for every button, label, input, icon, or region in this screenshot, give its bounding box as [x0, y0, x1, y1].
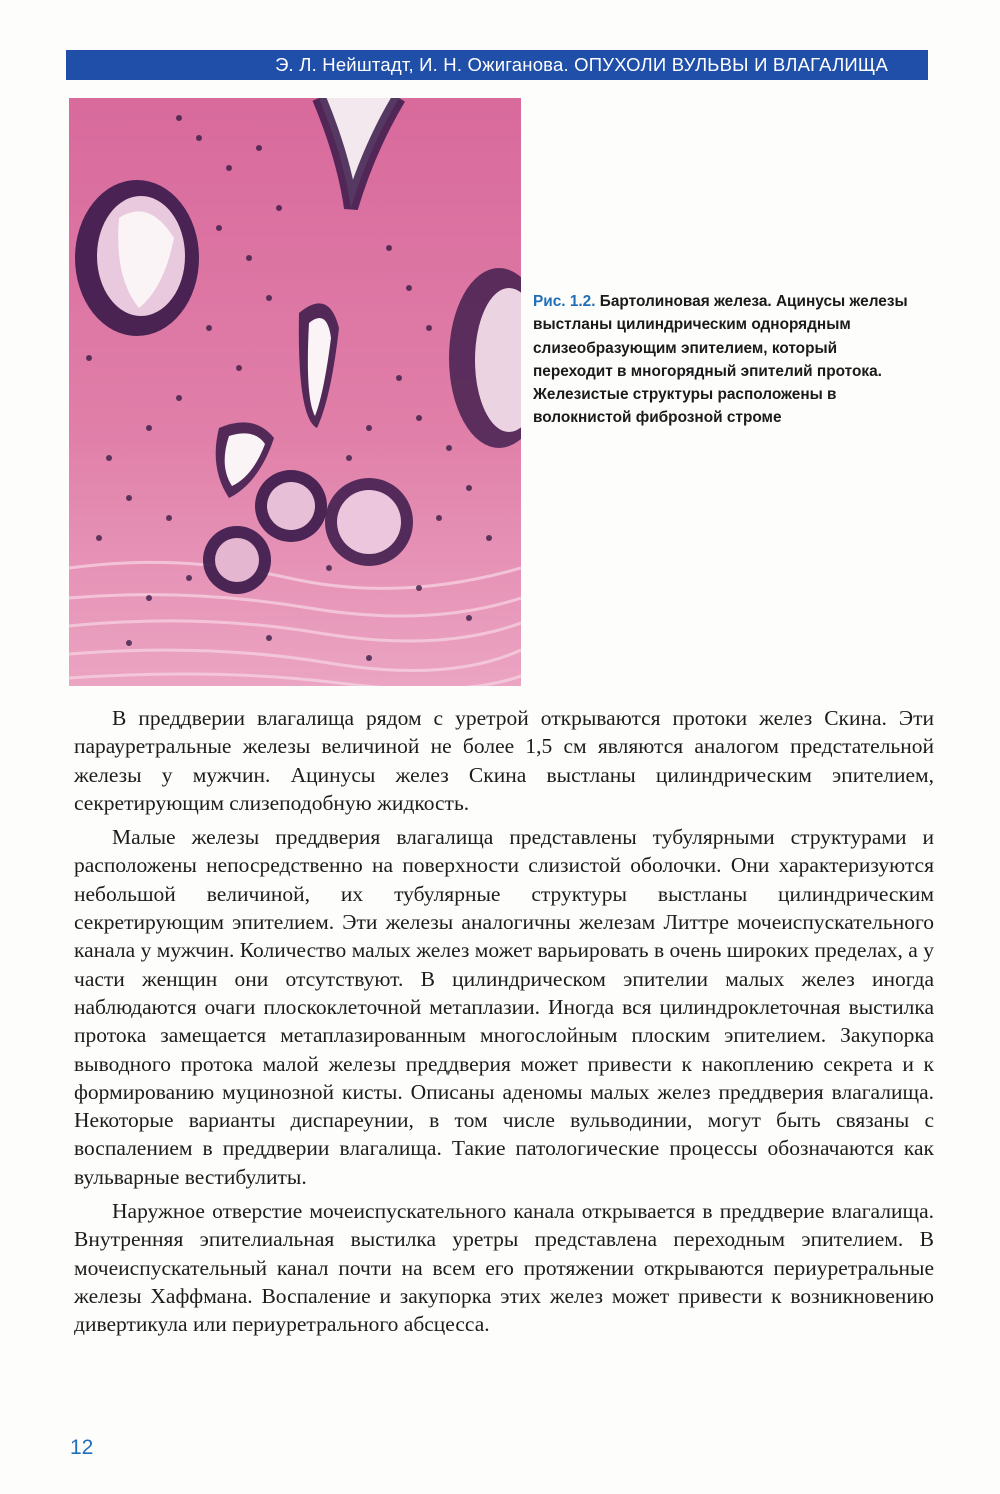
histology-figure — [69, 98, 521, 686]
paragraph: В преддверии влагалища рядом с уретрой открываются протоки желез Скина. Эти парауретральные железы величиной не более 1,5 см являются аналогом предстательной железы у мужчин. Ацинусы желез Скина выстланы цилиндрическим эпителием, секретирующим слизеподобную жидкость. — [74, 706, 934, 815]
figure-caption-text: Бартолиновая железа. Ацинусы железы выстланы цилиндрическим однорядным слизеобразующим эпителием, который переходит в многорядный эпителий протока. Железистые структуры расположены в волокнистой фиброзной строме — [533, 293, 908, 427]
running-header: Э. Л. Нейштадт, И. Н. Ожиганова. ОПУХОЛИ ВУЛЬВЫ И ВЛАГАЛИЩА — [66, 50, 928, 80]
paragraph: Малые железы преддверия влагалища представлены тубулярными структурами и расположены непосредственно на поверхности слизистой оболочки. Они характеризуются небольшой величиной, их тубулярные структуры выстланы цилиндрическим секретирующим эпителием. Эти железы аналогичны железам Литтре мочеиспускательного канала у мужчин. Количество малых желез может варьировать в очень широких пределах, а у части женщин они отсутствуют. В цилиндрическом эпителии малых желез иногда наблюдаются очаги плоскоклеточной метаплазии. Иногда вся цилиндроклеточная выстилка протока замещается метаплазированным многослойным плоским эпителием. Закупорка выводного протока малой железы преддверия может привести к накоплению секрета и к формированию муцинозной кисты. Описаны аденомы малых желез преддверия влагалища. Некоторые варианты диспареунии, в том числе вульводинии, могут быть связаны с воспалением в преддверии влагалища. Такие патологические процессы обозначаются как вульварные вестибулиты. — [74, 825, 934, 1189]
page-number: 12 — [70, 1436, 94, 1459]
histology-image — [69, 98, 521, 686]
figure-caption — [533, 290, 908, 430]
body-text — [74, 704, 934, 1345]
figure-label: Рис. 1.2. — [533, 293, 596, 310]
paragraph: Наружное отверстие мочеиспускательного канала открывается в преддверие влагалища. Внутренняя эпителиальная выстилка уретры представлена переходным эпителием. В мочеиспускательный канал почти на всем его протяжении открываются периуретральные железы Хаффмана. Воспаление и закупорка этих желез может привести к возникновению дивертикула или периуретрального абсцесса. — [74, 1199, 934, 1337]
